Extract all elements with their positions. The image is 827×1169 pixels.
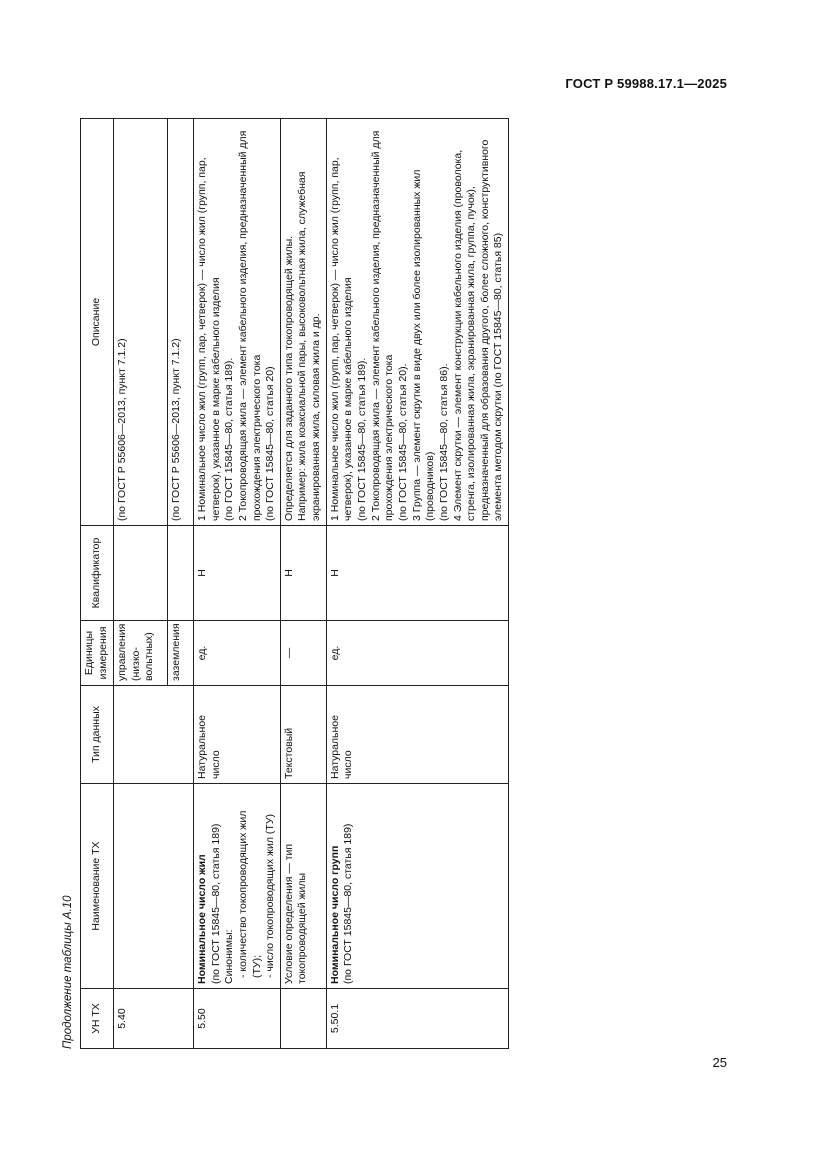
col-header-description: Описание [81, 119, 114, 526]
row-type: Натуральное число [326, 686, 508, 784]
col-header-name: Наименование ТХ [81, 784, 114, 989]
row-unit: — [280, 621, 326, 686]
row-unit: управления (низко-вольтных) [114, 621, 168, 686]
table-header-row [81, 119, 114, 1049]
table-row [114, 119, 168, 1049]
row-description [194, 119, 281, 526]
table-row [326, 119, 508, 1049]
desc-line: Например: жила коаксиальной пары, высоковольтная жила, служебная экранированная жила, силовая жила и др. [296, 171, 323, 521]
row-qualifier: Н [280, 526, 326, 621]
row-id: 5.50.1 [326, 989, 508, 1049]
col-header-type: Тип данных [81, 686, 114, 784]
desc-line: Определяется для заданного типа токопроводящей жилы. [282, 235, 295, 521]
col-header-unit: Единицы измерения [81, 621, 114, 686]
row-name-ref: (по ГОСТ 15845—80, статья 189) [209, 823, 222, 984]
row-qualifier: Н [194, 526, 281, 621]
desc-line: (по ГОСТ 15845—80, статья 20). [396, 363, 409, 521]
row-name-bold: Номинальное число групп [328, 845, 341, 984]
desc-line: 1 Номинальное число жил (групп, пар, четверок) — число жил (групп, пар, четверок), указанное в марке кабельного изделия [196, 157, 222, 521]
row-description [326, 119, 508, 526]
list-item: - количество токопроводящих жил (ТУ); [236, 810, 263, 978]
desc-line: (по ГОСТ 15845—80, статья 189). [356, 357, 369, 521]
row-name [326, 784, 508, 989]
row-description: (по ГОСТ Р 55606—2013, пункт 7.1.2) [114, 119, 168, 526]
table-row [280, 119, 326, 1049]
standard-header: ГОСТ Р 59988.17.1—2025 [565, 76, 727, 91]
desc-line: (по ГОСТ 15845—80, статья 86). [437, 363, 450, 521]
row-unit: ед. [326, 621, 508, 686]
desc-line: (по ГОСТ 15845—80, статья 20) [264, 366, 277, 521]
synonyms-label: Синонимы: [223, 929, 236, 984]
row-name-ref: (по ГОСТ 15845—80, статья 189) [342, 823, 355, 984]
row-id-empty [280, 989, 326, 1049]
row-unit: ед. [194, 621, 281, 686]
desc-line: 4 Элемент скрутки — элемент конструкции кабельного изделия (проволока, стренга, изолированная жила, экранированная жила, группа, пучок), предназначенный для образования другого, более сложного, конструктивного элемента методом скрутки (по ГОСТ 15845—80, статья 85) [451, 139, 505, 521]
synonyms-list [237, 788, 278, 984]
row-name: Условие определения — тип токопроводящей жилы [280, 784, 326, 989]
desc-line: 2 Токопроводящая жила — элемент кабельного изделия, предназначенный для прохождения электрического тока [369, 130, 396, 521]
row-description: (по ГОСТ Р 55606—2013, пункт 7.1.2) [168, 119, 194, 526]
table-caption: Продолжение таблицы А.10 [62, 895, 74, 1049]
row-id: 5.40 [114, 989, 194, 1049]
desc-line: 2 Токопроводящая жила — элемент кабельного изделия, предназначенный для прохождения электрического тока [236, 130, 263, 521]
col-header-id: УН ТХ [81, 989, 114, 1049]
row-qualifier: Н [326, 526, 508, 621]
row-type-empty [114, 686, 194, 784]
row-qualifier-empty [168, 526, 194, 621]
row-name-bold: Номинальное число жил [196, 854, 208, 984]
rotated-table-area [62, 119, 731, 1049]
row-qualifier-empty [114, 526, 168, 621]
row-description [280, 119, 326, 526]
desc-line: 3 Группа — элемент скрутки в виде двух или более изолированных жил (проводников) [410, 169, 437, 521]
row-type: Натуральное число [194, 686, 281, 784]
col-header-qualifier: Квалификатор [81, 526, 114, 621]
desc-line: (по ГОСТ 15845—80, статья 189). [223, 357, 236, 521]
page-number: 25 [712, 1055, 727, 1070]
requirements-table [80, 118, 509, 1049]
desc-line: 1 Номинальное число жил (групп, пар, четверок) — число жил (групп, пар, четверок), указанное в марке кабельного изделия [328, 157, 355, 521]
row-name [194, 784, 281, 989]
row-type: Текстовый [280, 686, 326, 784]
row-unit: заземления [168, 621, 194, 686]
list-item: - число токопроводящих жил (ТУ) [264, 813, 277, 978]
table-row [194, 119, 281, 1049]
row-name-empty [114, 784, 194, 989]
row-id: 5.50 [194, 989, 281, 1049]
